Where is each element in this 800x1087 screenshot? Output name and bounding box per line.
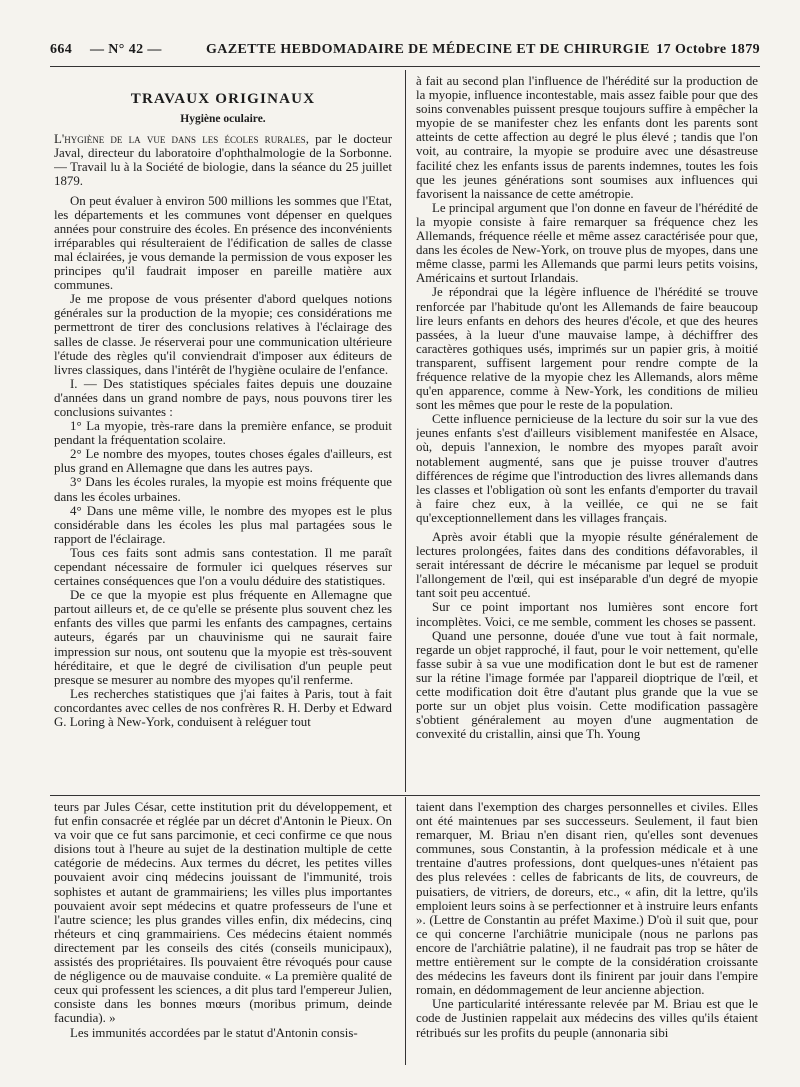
section-separator — [50, 795, 760, 796]
list-item: 4° Dans une même ville, le nombre des myopes est le plus considérable dans les écoles les plus mal partagées sous le rapport de l'éclairage. — [54, 503, 392, 546]
list-item: 1° La myopie, très-rare dans la première enfance, se produit pendant la fréquentation scolaire. — [54, 419, 392, 448]
paragraph: Cette influence pernicieuse de la lecture du soir sur la vue des jeunes enfants s'est d'ailleurs visiblement manifestée en Alsace, où, depuis l'annexion, le nombre des myopes paraît avoir notablement augmenté, sans que je puisse trouver d'autres différences de régime que l'introduction des livres allemands dans les classes et l'obligation où sont les enfants d'emporter du travail à faire chez eux, à la veillée, ce qui ne se fait qu'exceptionnellement dans les villages français. — [416, 412, 758, 525]
paragraph: teurs par Jules César, cette institution prit du développement, et fut enfin consacrée et réglée par un décret d'Antonin le Pieux. On va voir que ce fut sans parcimonie, et ceci confirme ce que nous disions tout à l'heure au sujet de la destination multiple de cette catégorie de médecins. Aux termes du décret, les petites villes pouvaient avoir cinq médecins jouissant de l'immunité, trois sophistes et autant de grammairiens; les villes plus importantes pouvaient avoir sept médecins et quatre professeurs de l'une et l'autre science; les plus grandes villes enfin, dix médecins, cinq rhéteurs et cinq grammairiens. Ces médecins étaient nommés directement par les conseils des cités (conseils municipaux), assistés des propriétaires. Ils pouvaient être révoqués pour cause de négligence ou de mauvaise conduite. « La première qualité de ceux qui professent les sciences, a dit plus tard l'empereur Julien, consiste dans les bonnes mœurs (moribus primum, deinde facundia). » — [54, 800, 392, 1026]
paragraph: Les immunités accordées par le statut d'Antonin consis- — [70, 1025, 358, 1040]
continued-right-column — [416, 800, 758, 1066]
article-intro-title: L'hygiène de la vue dans les écoles rurales, — [54, 132, 309, 147]
paragraph: Une particularité intéressante relevée par M. Briau est que le code de Justinien rappelait aux médecins des villes qu'ils étaient rétribués sur les profits du peuple (annonaria sibi — [416, 997, 758, 1040]
page-header — [50, 38, 760, 62]
paragraph: De ce que la myopie est plus fréquente en Allemagne que partout ailleurs et, de ce qu'elle se présente plus souvent chez les enfants des villes que parmi les enfants des campagnes, certains auteurs, égarés par un chauvinisme qui ne saurait faire impression sur nous, ont soutenu que la myopie est très-souvent héréditaire, et que le degré de civilisation d'un peuple peut presque se mesurer au nombre des myopes qu'il renferme. — [54, 588, 392, 687]
paragraph: Quand une personne, douée d'une vue tout à fait normale, regarde un objet rapproché, il faut, pour le voir nettement, qu'elle fasse subir à sa vue une modification dont le but est de ramener sur la rétine l'image formée par l'appareil dioptrique de l'œil, et cette modification doit être d'autant plus grande que la vue se porte sur un objet plus voisin. Cette modification passagère s'obtient généralement au moyen d'une augmentation de convexité du cristallin, ainsi que Th. Young — [416, 628, 758, 742]
paragraph: Je répondrai que la légère influence de l'hérédité se trouve renforcée par l'habitude qu'ont les Allemands de faire beaucoup lire leurs enfants en dehors des heures d'école, et que des heures passées, à la lueur d'une mauvaise lampe, à déchiffrer des caractères gothiques usés, imprimés sur un papier gris, à moitié transparent, suffisent largement pour rendre compte de la fréquence relative de la myopie chez les Allemands, alors même qu'en apparence, comme à New-York, les conditions de milieu sont les mêmes que pour le reste de la population. — [416, 285, 758, 413]
paragraph: Le principal argument que l'on donne en faveur de l'hérédité de la myopie consiste à faire remarquer sa fréquence chez les Allemands, fréquence réelle et même assez caractérisée pour que, dans les écoles de New-York, on trouve plus de myopes, dans une même classe, parmi les Allemands que parmi leurs petits voisins, Américains et surtout Irlandais. — [416, 200, 758, 286]
header-rule — [50, 66, 760, 67]
column-divider-top — [405, 70, 406, 792]
paragraph: I. — Des statistiques spéciales faites depuis une douzaine d'années dans un grand nombre de pays, nous pouvons tirer les conclusions suivantes : — [54, 376, 392, 419]
column-divider-bottom — [405, 797, 406, 1065]
article-right-column — [416, 74, 758, 790]
continued-left-column — [54, 800, 392, 1066]
article-left-column — [54, 82, 392, 790]
article-intro-rest: par le docteur Javal, directeur du laboratoire d'ophthalmologie de la Sorbonne. — Travail lu à la Société de biologie, dans la séance du 25 juillet 1879. — [54, 132, 392, 189]
journal-title: GAZETTE HEBDOMADAIRE DE MÉDECINE ET DE CHIRURGIE — [206, 42, 650, 57]
issue-number: — N° 42 — — [90, 42, 162, 57]
page-number: 664 — [50, 42, 73, 57]
paragraph: taient dans l'exemption des charges personnelles et civiles. Elles ont été maintenues par ses successeurs. Seulement, il faut bien remarquer, M. Briau n'en disant rien, qu'elles sont devenues communes, sous Constantin, à la profession médicale et à une trentaine d'autres professions, dont quelques-unes n'étaient pas des plus relevées : celles de fabricants de lits, de couvreurs, de puisatiers, de vitriers, de doreurs, etc., « afin, dit la lettre, qu'ils emploient leurs soins à se perfectionner et à instruire leurs enfants ». (Lettre de Constantin au préfet Maxime.) D'où il suit que, pour ce qui concerne l'archiâtrie municipale (nous ne parlons pas encore de l'archiâtrie palatine), il ne faudrait pas trop se hâter de mettre entièrement sur le compte de la considération croissante des médecins les faveurs dont ils finirent par jouir dans l'empire romain, en dédommagement de leur ancienne abjection. — [416, 800, 758, 998]
paragraph: On peut évaluer à environ 500 millions les sommes que l'Etat, les départements et les communes vont dépenser en quelques années pour construire des écoles. En présence des inconvénients irréparables qui résulteraient de l'édification de salles de classe mal éclairées, je vous demande la permission de vous exposer les principes qu'il faudrait imposer en pareille matière aux communes. — [54, 193, 392, 293]
list-item: 2° Le nombre des myopes, toutes choses égales d'ailleurs, est plus grand en Allemagne que dans les autres pays. — [54, 447, 392, 476]
paragraph: Je me propose de vous présenter d'abord quelques notions générales sur la production de la myopie; ces considérations me permettront de tirer des conclusions relatives à l'éclairage des salles de classe. Je réserverai pour une communication ultérieure l'étude des règles qu'il conviendrait d'imposer aux éditeurs de livres classiques, dans l'intérêt de l'hygiène oculaire de l'enfance. — [54, 292, 392, 377]
issue-date: 17 Octobre 1879 — [656, 42, 760, 57]
paragraph: Après avoir établi que la myopie résulte généralement de lectures prolongées, faites dans des conditions défavorables, il serait intéressant de décrire le mécanisme par lequel se produit l'allongement de l'œil, qui est inséparable d'un degré de myopie tant soit peu accentué. — [416, 530, 758, 601]
list-item: 3° Dans les écoles rurales, la myopie est moins fréquente que dans les écoles urbaines. — [54, 475, 392, 504]
section-title: TRAVAUX ORIGINAUX — [130, 91, 316, 107]
article-intro — [54, 132, 392, 188]
paragraph: Tous ces faits sont admis sans contestation. Il me paraît cependant nécessaire de formuler ici quelques réserves sur certaines conséquences que l'on a voulu déduire des statistiques. — [54, 545, 392, 589]
paragraph: à fait au second plan l'influence de l'hérédité sur la production de la myopie, influence incontestable, mais assez faible pour que des soins convenables puissent presque toujours suffire à empêcher la myopie de se manifester chez les enfants dont les parents sont atteints de cette affection au degré le plus élevé ; tandis que l'on voit, au contraire, la myopie se produire avec une désastreuse facilité chez les enfants issus de parents indemnes, toutes les fois que les jeunes générations sont soumises aux influences qui favorisent la naissance de cette amétropie. — [416, 74, 758, 201]
section-subtitle: Hygiène oculaire. — [180, 113, 266, 126]
paragraph: Les recherches statistiques que j'ai faites à Paris, tout à fait concordantes avec celles de nos confrères R. H. Derby et Edward G. Loring à New-York, conduisent à reléguer tout — [54, 686, 392, 730]
paragraph: Sur ce point important nos lumières sont encore fort incomplètes. Voici, ce me semble, comment les choses se passent. — [416, 600, 758, 629]
